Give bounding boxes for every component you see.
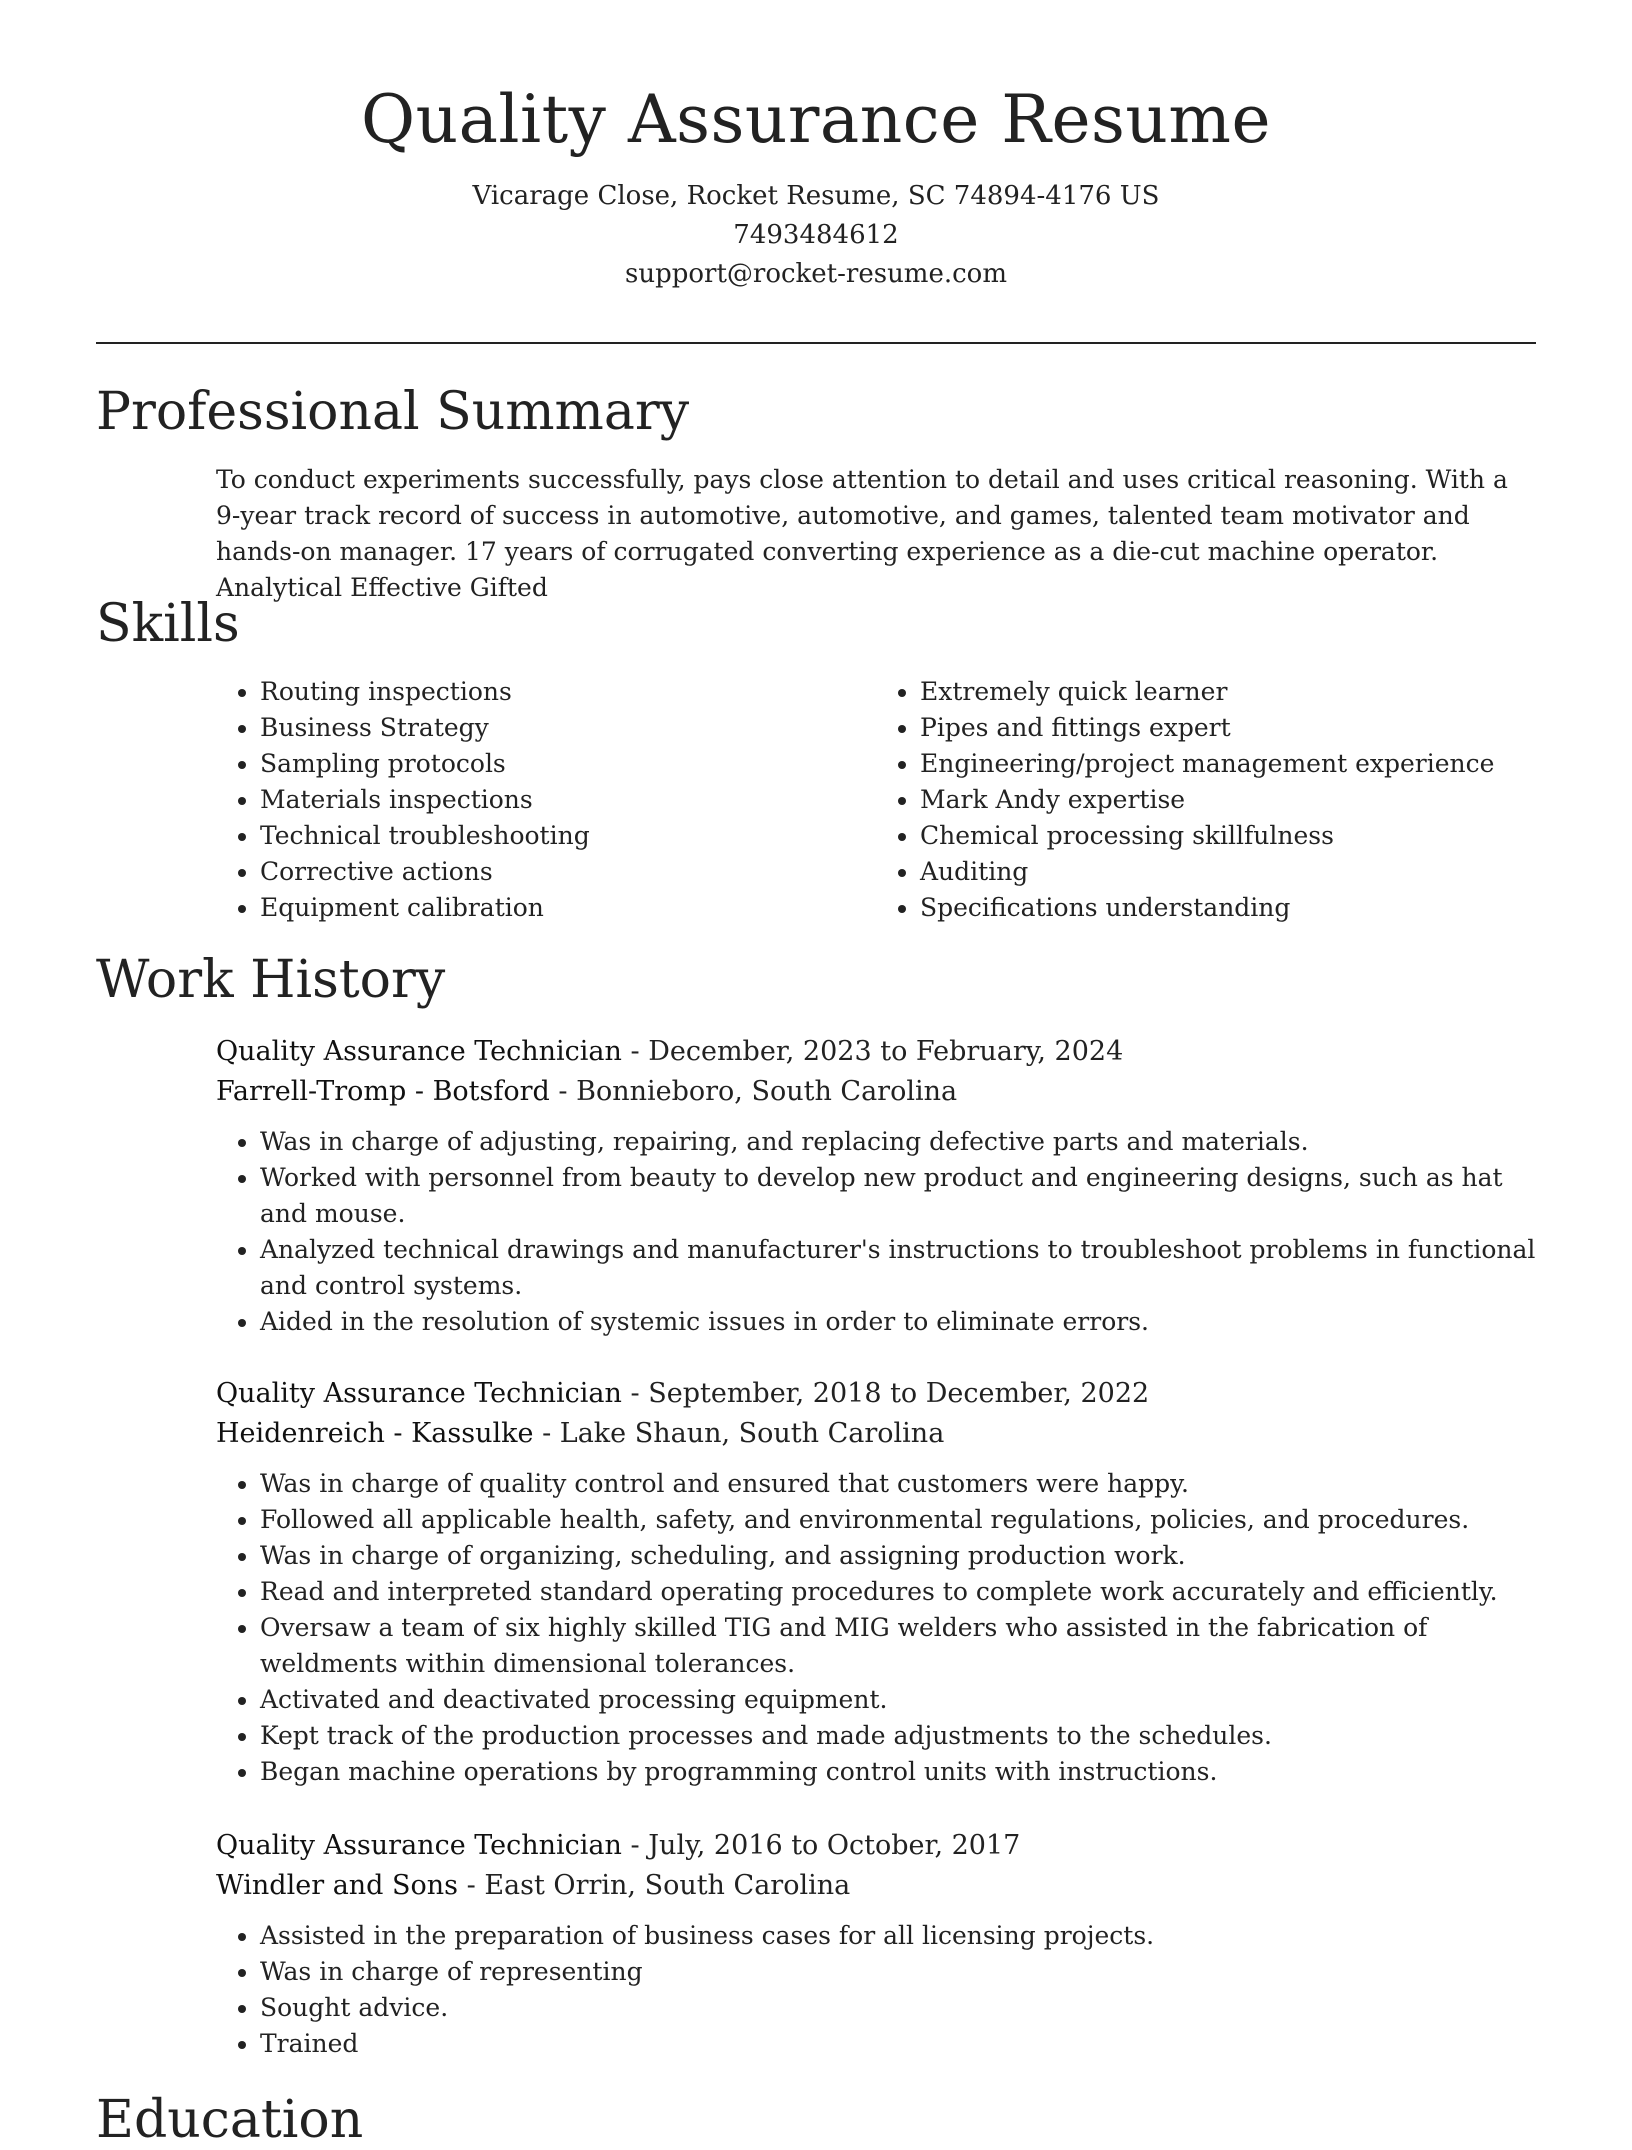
phone: 7493484612	[733, 220, 899, 251]
job-bullet: • Analyzed technical drawings and manufacturer's instructions to troubleshoot problems in functional and control systems.	[260, 1232, 1536, 1304]
address: Vicarage Close, Rocket Resume, SC 74894-4176 US	[472, 181, 1160, 212]
skill-item: • Chemical processing skillfulness	[920, 818, 1536, 854]
email: support@rocket-resume.com	[624, 259, 1007, 290]
summary-text: To conduct experiments successfully, pays close attention to detail and uses critical reasoning. With a 9-year track record of success in automotive, automotive, and games, talented team motivator and hands-on manager. 17 years of corrugated converting experience as a die-cut machine operator. Analytical Effective Gifted	[216, 465, 1508, 602]
skill-item: • Corrective actions	[260, 854, 876, 890]
skill-item: • Materials inspections	[260, 782, 876, 818]
job-dates: - July, 2016 to October, 2017	[621, 1830, 1021, 1861]
skill-item: • Business Strategy	[260, 710, 876, 746]
job-entry	[216, 1826, 1536, 2062]
contact-info	[96, 177, 1536, 294]
job-bullets	[216, 1124, 1536, 1340]
job-location: - Lake Shaun, South Carolina	[533, 1418, 945, 1449]
job-company-line	[216, 1414, 1536, 1454]
job-company-line	[216, 1866, 1536, 1906]
job-bullet: • Kept track of the production processes and made adjustments to the schedules.	[260, 1718, 1536, 1754]
job-bullet: • Followed all applicable health, safety, and environmental regulations, policies, and procedures.	[260, 1502, 1536, 1538]
job-dates: - December, 2023 to February, 2024	[621, 1036, 1124, 1067]
job-title: Quality Assurance Technician	[216, 1036, 622, 1067]
job-bullet: • Oversaw a team of six highly skilled TIG and MIG welders who assisted in the fabrication of weldments within dimensional tolerances.	[260, 1610, 1536, 1682]
job-location: - Bonnieboro, South Carolina	[549, 1076, 958, 1107]
job-location: - East Orrin, South Carolina	[458, 1870, 851, 1901]
skill-item: • Pipes and fittings expert	[920, 710, 1536, 746]
job-bullet: • Read and interpreted standard operating procedures to complete work accurately and efficiently.	[260, 1574, 1536, 1610]
job-title-line	[216, 1032, 1536, 1072]
summary-heading: Professional Summary	[96, 382, 690, 442]
job-bullet: • Activated and deactivated processing equipment.	[260, 1682, 1536, 1718]
skill-item: • Extremely quick learner	[920, 674, 1536, 710]
skills-column-left	[216, 674, 876, 926]
job-bullet: • Sought advice.	[260, 1990, 1536, 2026]
job-title: Quality Assurance Technician	[216, 1378, 622, 1409]
job-bullets	[216, 1466, 1536, 1790]
job-bullet: • Began machine operations by programming control units with instructions.	[260, 1754, 1536, 1790]
job-title-line	[216, 1826, 1536, 1866]
job-entry	[216, 1032, 1536, 1340]
job-bullet: • Was in charge of adjusting, repairing, and replacing defective parts and materials.	[260, 1124, 1536, 1160]
education-heading: Education	[96, 2090, 364, 2150]
job-title-line	[216, 1374, 1536, 1414]
header-divider	[96, 342, 1536, 344]
job-company: Heidenreich - Kassulke	[216, 1418, 534, 1449]
skills-column-right	[876, 674, 1536, 926]
job-bullet: • Worked with personnel from beauty to develop new product and engineering designs, such as hat and mouse.	[260, 1160, 1536, 1232]
job-title: Quality Assurance Technician	[216, 1830, 622, 1861]
skill-item: • Auditing	[920, 854, 1536, 890]
skills-heading: Skills	[96, 594, 240, 654]
job-bullet: • Aided in the resolution of systemic issues in order to eliminate errors.	[260, 1304, 1536, 1340]
job-bullets	[216, 1918, 1536, 2062]
work-history-heading: Work History	[96, 950, 446, 1010]
resume-header	[96, 80, 1536, 294]
skill-item: • Routing inspections	[260, 674, 876, 710]
skill-item: • Engineering/project management experience	[920, 746, 1536, 782]
skills-list	[216, 674, 1536, 926]
job-bullet: • Was in charge of organizing, scheduling, and assigning production work.	[260, 1538, 1536, 1574]
job-bullet: • Trained	[260, 2026, 1536, 2062]
job-company: Farrell-Tromp - Botsford	[216, 1076, 550, 1107]
resume-title: Quality Assurance Resume	[360, 81, 1272, 158]
job-bullet: • Was in charge of quality control and ensured that customers were happy.	[260, 1466, 1536, 1502]
job-bullet: • Was in charge of representing	[260, 1954, 1536, 1990]
skill-item: • Sampling protocols	[260, 746, 876, 782]
skill-item: • Mark Andy expertise	[920, 782, 1536, 818]
job-dates: - September, 2018 to December, 2022	[621, 1378, 1150, 1409]
job-company-line	[216, 1072, 1536, 1112]
skill-item: • Equipment calibration	[260, 890, 876, 926]
job-entry	[216, 1374, 1536, 1790]
skill-item: • Technical troubleshooting	[260, 818, 876, 854]
skill-item: • Specifications understanding	[920, 890, 1536, 926]
job-company: Windler and Sons	[216, 1870, 459, 1901]
job-bullet: • Assisted in the preparation of business cases for all licensing projects.	[260, 1918, 1536, 1954]
